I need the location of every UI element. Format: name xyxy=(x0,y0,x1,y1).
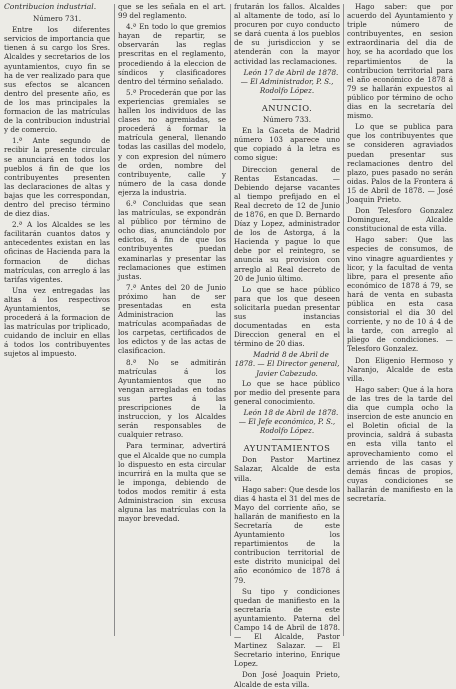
paragraph: Don Telesforo Gonzalez Dominguez, Alcalde constitucional de esta villa. xyxy=(347,206,453,234)
paragraph: Una vez entregadas las altas á los respectivos Ayuntamientos, se procederá á la formacion de las matrículas por triplicado, cuidando de incluir en ellas á todos los contribuyentes sujetos al impuesto. xyxy=(4,285,110,359)
paragraph: 2.ª A los Alcaldes se les facilitarán cuantos datos y antecedentes existan en las oficinas de Hacienda para la formacion de dichas matrículas, con arreglo á las tarifas vigentes. xyxy=(4,220,110,284)
divider xyxy=(272,439,302,440)
section-title: ANUNCIO. xyxy=(261,102,313,113)
column-rule xyxy=(230,4,231,636)
paragraph: 1.ª Ante segundo de recibir la presente circular se anunciará en todos los pueblos á fin de que los contribuyentes presenten las declaraciones de altas y bajas que les correspondan, dentro del preciso término de diez dias. xyxy=(4,136,110,219)
paragraph: frutarán los fallos. Alcaldes al altamente de todo, así lo procuren por cuyo conducto se dará cuenta á los pueblos de su jurisdiccion y se atenderán con la mayor actividad las reclamaciones. xyxy=(234,2,340,66)
paragraph: Para terminar, advertirá que el Alcalde que no cumpla lo dispuesto en esta circular incurrirá en la multa que se le imponga, debiendo de todos modos remitir á esta Administracion sin excusa alguna las matrículas con la mayor brevedad. xyxy=(118,441,226,524)
paragraph: Entre los diferentes servicios de importancia que tienen á su cargo los Sres. Alcaldes y secretarios de los ayuntamientos, cuyo fin se ha de ver realizado para que sus efectos se alcancen dentro del presente año, es de los mas principales la formacion de las matrículas de la contribucion industrial y de comercio. xyxy=(4,25,110,135)
paragraph: 6.ª Concluidas que sean las matrículas, se expondrán al público por término de ocho dias, anunciándolo por edictos, á fin de que los contribuyentes puedan examinarlas y presentar las reclamaciones que estimen justas. xyxy=(118,198,226,281)
paragraph: Lo que se publica para que los contribuyentes que se consideren agraviados puedan presentar sus reclamaciones dentro del plazo, pues pasado no serán oidas. Palos de la Frontera á 15 de Abril de 1878. — José Joaquin Prieto. xyxy=(347,122,453,204)
paragraph: Lo que se hace público para que los que deseen solicitarla puedan presentar sus instancias documentadas en esta Direccion general en el término de 20 dias. xyxy=(234,284,340,349)
paragraph: que se les señala en el art. 99 del reglamento. xyxy=(118,2,226,21)
paragraph: Lo que se hace público por medio del presente para general conocimiento. xyxy=(234,378,340,406)
paragraph: Don Eligenio Hermoso y Naranjo, Alcalde de esta villa. xyxy=(347,355,453,383)
paragraph: Hago saber: que por acuerdo del Ayuntamiento y triple número de contribuyentes, en sesion extraordinaria del dia de hoy, se ha acordado que los repartimientos de la contribucion territorial para el año económico de 1878 á 79 se hallarán expuestos al público por término de ocho dias en la secretaría del mismo. xyxy=(347,2,453,121)
section-title: AYUNTAMIENTOS xyxy=(243,443,331,454)
paragraph: 4.ª En todo lo que gremios hayan de repartir, se observarán las reglas prescritas en el reglamento, procediendo á la eleccion de síndicos y clasificadores dentro del término señalado. xyxy=(118,22,226,86)
column-3 xyxy=(234,2,340,689)
paragraph: Hago saber: Que á la hora de las tres de la tarde del dia que cumpla ocho la insercion de este anuncio en el Boletin oficial de la provincia, saldrá á subasta en esta villa tanto el aprovechamiento como el arriendo de las casas y demás fincas de propios, cuyas condiciones se hallarán de manifiesto en la secretaría. xyxy=(347,384,453,503)
section-header: Contribucion industrial. xyxy=(4,2,97,11)
paragraph: 8.ª No se admitirán matrículas á los Ayuntamientos que no vengan arregladas en todas sus partes á las prescripciones de la instruccion, y los Alcaldes serán responsables de cualquier retraso. xyxy=(118,357,226,440)
signature: León 18 de Abril de 1878. — El Jefe económico, P. S., Rodolfo López. xyxy=(238,407,339,436)
column-2 xyxy=(118,2,226,638)
paragraph: Don Pastor Martinez Salazar, Alcalde de esta villa. xyxy=(234,455,340,483)
paragraph: 5.ª Procederán que por las experiencias gremiales se hallen los individuos de las clases no agremiadas, se procederá á formar la matrícula general, llenando todas las casillas del modelo, y con expresion del número de orden, nombre del contribuyente, calle y número de la casa donde ejerza la industria. xyxy=(118,87,226,197)
signature: León 17 de Abril de 1878. — El Administrador, P. S., Rodolfo López. xyxy=(240,67,339,95)
paragraph: Su tipo y condiciones quedan de manifiesto en la secretaría de este ayuntamiento. Paterna del Campo 14 de Abril de 1878. — El Alcalde, Pastor Martinez Salazar. — El Secretario interino, Enrique Lopez. xyxy=(234,586,340,669)
signature: Madrid 8 de Abril de 1878. — El Director general, Javier Cabezudo. xyxy=(234,350,340,378)
paragraph: Don José Joaquin Prieto, Alcalde de esta villa. xyxy=(234,670,340,689)
column-1 xyxy=(4,2,110,638)
paragraph: 7.ª Antes del 20 de Junio próximo han de ser presentadas en esta Administracion las matrículas acompañadas de los carpetas, certificados de los edictos y de las actas de clasificacion. xyxy=(118,282,226,356)
divider xyxy=(272,99,302,100)
notice-number: Número 733. xyxy=(262,115,312,125)
paragraph: En la Gaceta de Madrid número 103 aparece uno que copiado á la letra es como sigue: xyxy=(234,126,340,163)
paragraph: Hago saber: Que desde los dias 4 hasta el 31 del mes de Mayo del corriente año, se hallarán de manifiesto en la Secretaría de este Ayuntamiento los repartimientos de la contribucion territorial de este distrito municipal del año económico de 1878 á 79. xyxy=(234,484,340,585)
column-rule xyxy=(114,4,115,636)
paragraph: Hago saber: Que las especies de consumos, de vino vinagre aguardientes y licor, y la facultad de venta libre, para el presente año económico de 1878 á 79, se hará de venta en subasta pública en esta casa consistorial el dia 30 del corriente, y no de 10 á 4 de la tarde, con arreglo al pliego de condiciones. — Telesforo Gonzalez. xyxy=(347,235,453,354)
paragraph: Direccion general de Rentas Estancadas. — Debiendo dejarse vacantes al tiempo prefijado en el Real decreto de 12 de Junio de 1876, en que D. Bernardo Díaz y Lopez, administrador de los de Astorga, á la Hacienda y pague lo que debe por el reintegro, se anuncia su provision con arreglo al Real decreto de 20 de Junio último. xyxy=(234,164,340,283)
column-rule xyxy=(343,4,344,636)
column-4 xyxy=(347,2,453,638)
notice-number: Número 731. xyxy=(32,14,82,24)
